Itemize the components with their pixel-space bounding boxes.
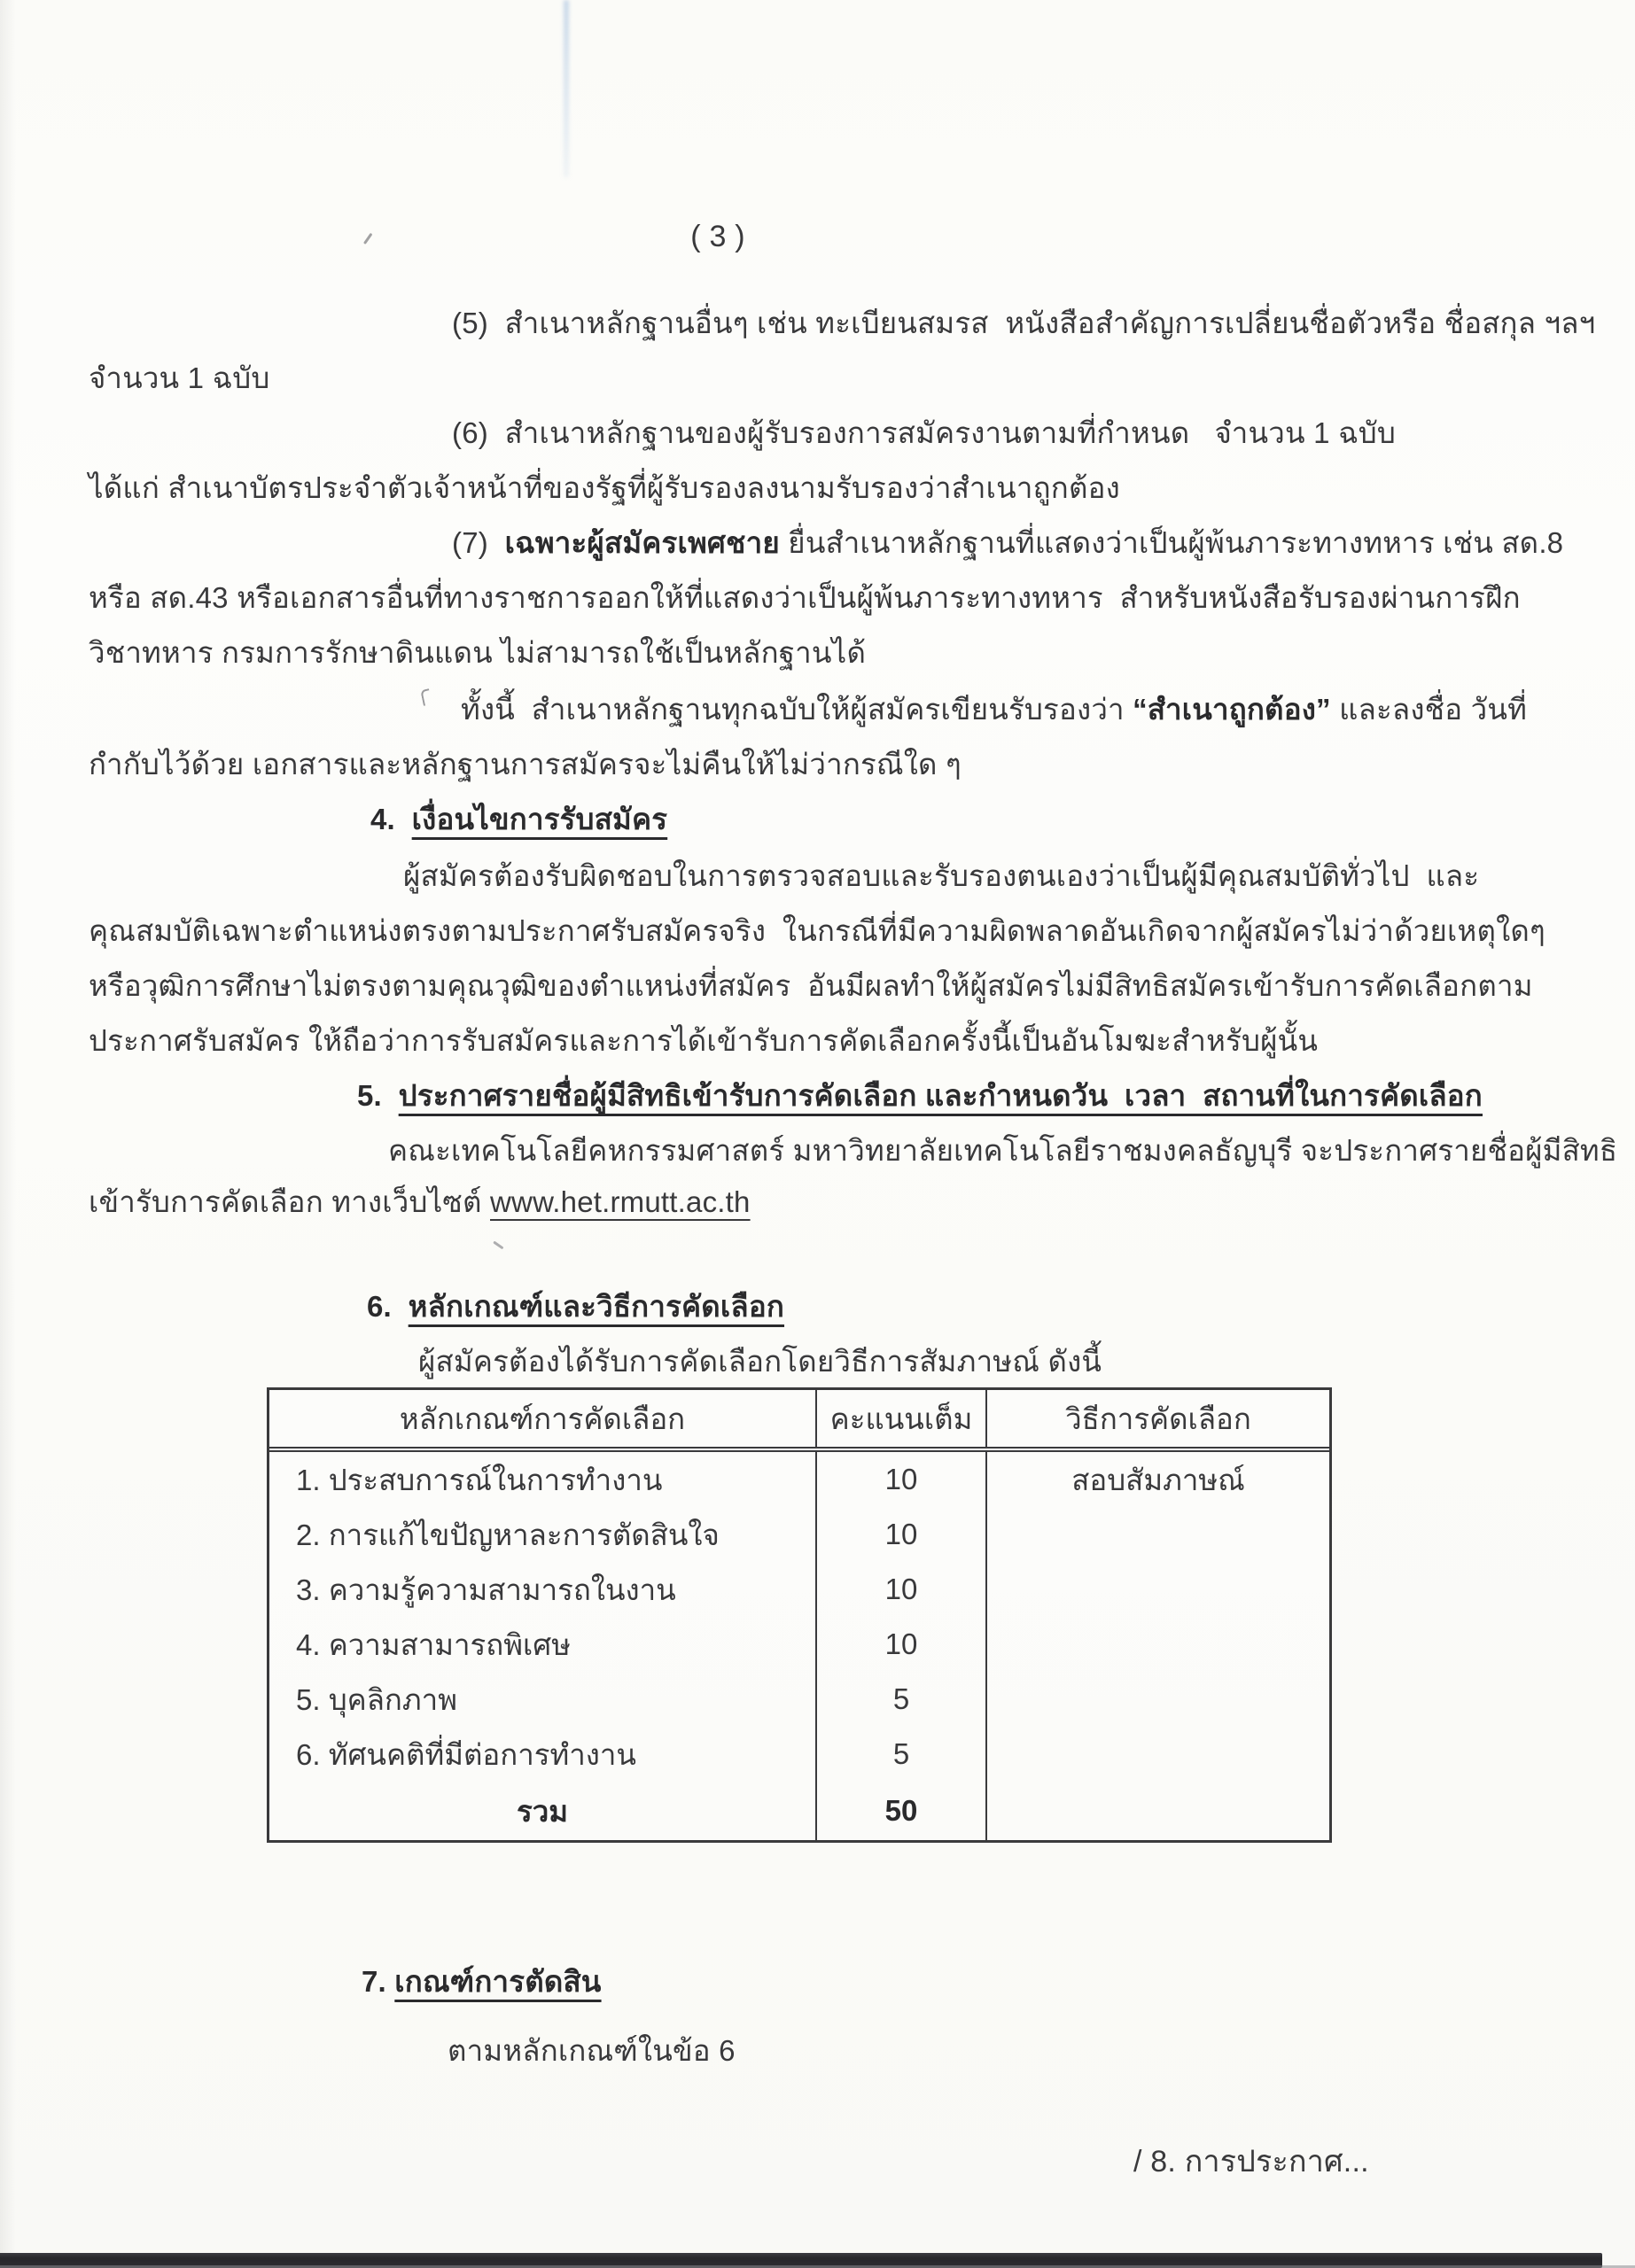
section-6-number: 6. bbox=[367, 1290, 409, 1323]
table-total-label: รวม bbox=[269, 1782, 817, 1840]
table-cell-score: 10 bbox=[817, 1452, 987, 1507]
table-cell-criteria: 5. บุคลิกภาพ bbox=[269, 1672, 817, 1727]
section-7-number: 7. bbox=[362, 1965, 395, 1998]
table-total-score: 50 bbox=[817, 1782, 987, 1840]
table-row bbox=[269, 1562, 1329, 1617]
table-cell-score: 5 bbox=[817, 1672, 987, 1727]
paragraph-item7-line2: หรือ สด.43 หรือเอกสารอื่นที่ทางราชการออกให้ที่แสดงว่าเป็นผู้พ้นภาระทางทหาร สำหรับหนังสือรับรองผ่านการฝึก bbox=[89, 581, 1521, 614]
page-number: ( 3 ) bbox=[690, 220, 745, 253]
section-4-heading bbox=[370, 796, 667, 843]
table-row bbox=[269, 1452, 1329, 1507]
table-cell-method bbox=[987, 1507, 1329, 1562]
section-4-title: เงื่อนไขการรับสมัคร bbox=[411, 803, 668, 835]
section-5-body-line2 bbox=[89, 1178, 751, 1225]
note-rest-text: และลงชื่อ วันที่ bbox=[1330, 693, 1528, 726]
table-cell-score: 10 bbox=[817, 1507, 987, 1562]
table-cell-score: 10 bbox=[817, 1562, 987, 1617]
scanner-streak-artifact bbox=[564, 0, 569, 177]
table-cell-method: สอบสัมภาษณ์ bbox=[1071, 1463, 1245, 1496]
scan-speck-artifact bbox=[420, 688, 432, 706]
scan-speck-artifact bbox=[363, 233, 372, 245]
table-total-row bbox=[269, 1782, 1329, 1840]
table-header-criteria: หลักเกณฑ์การคัดเลือก bbox=[269, 1390, 817, 1447]
section-4-body-line3: หรือวุฒิการศึกษาไม่ตรงตามคุณวุฒิของตำแหน่งที่สมัคร อันมีผลทำให้ผู้สมัครไม่มีสิทธิสมัครเข้ารับการคัดเลือกตาม bbox=[89, 969, 1533, 1002]
table-cell-criteria: 3. ความรู้ความสามารถในงาน bbox=[269, 1562, 817, 1617]
table-cell-method bbox=[987, 1617, 1329, 1672]
table-row bbox=[269, 1617, 1329, 1672]
paragraph-item5-line2: จำนวน 1 ฉบับ bbox=[89, 361, 270, 394]
table-total-method-empty bbox=[987, 1782, 1329, 1840]
paragraph-item5-line1: (5) สำเนาหลักฐานอื่นๆ เช่น ทะเบียนสมรส หนังสือสำคัญการเปลี่ยนชื่อตัวหรือ ชื่อสกุล ฯลฯ bbox=[452, 307, 1596, 339]
table-cell-method bbox=[987, 1727, 1329, 1782]
section-7-title: เกณฑ์การตัดสิน bbox=[394, 1965, 602, 1998]
paragraph-note-line1 bbox=[461, 686, 1527, 733]
footer-continuation-note: / 8. การประกาศ... bbox=[1133, 2145, 1369, 2179]
item7-rest-text: ยื่นสำเนาหลักฐานที่แสดงว่าเป็นผู้พ้นภาระทางทหาร เช่น สด.8 bbox=[779, 526, 1564, 559]
table-row bbox=[269, 1672, 1329, 1727]
paragraph-item7-line1 bbox=[452, 519, 1563, 566]
selection-criteria-table bbox=[267, 1387, 1332, 1843]
table-cell-criteria: 2. การแก้ไขปัญหาละการตัดสินใจ bbox=[269, 1507, 817, 1562]
table-header-method: วิธีการคัดเลือก bbox=[1065, 1402, 1251, 1435]
section-5-title: ประกาศรายชื่อผู้มีสิทธิเข้ารับการคัดเลือก และกำหนดวัน เวลา สถานที่ในการคัดเลือก bbox=[398, 1079, 1483, 1112]
table-row bbox=[269, 1507, 1329, 1562]
item7-number: (7) bbox=[452, 526, 505, 559]
section-4-body-line4: ประกาศรับสมัคร ให้ถือว่าการรับสมัครและการได้เข้ารับการคัดเลือกครั้งนี้เป็นอันโมฆะสำหรับผู้นั้น bbox=[89, 1024, 1319, 1057]
table-cell-method bbox=[987, 1672, 1329, 1727]
section-6-heading bbox=[367, 1283, 784, 1330]
table-cell-score: 5 bbox=[817, 1727, 987, 1782]
table-cell-score: 10 bbox=[817, 1617, 987, 1672]
scan-edge-shadow bbox=[0, 0, 16, 2268]
paragraph-item7-line3: วิชาทหาร กรมการรักษาดินแดน ไม่สามารถใช้เป็นหลักฐานได้ bbox=[89, 636, 867, 669]
note-prefix-text: ทั้งนี้ สำเนาหลักฐานทุกฉบับให้ผู้สมัครเขียนรับรองว่า bbox=[461, 693, 1133, 726]
section-5-body-line1: คณะเทคโนโลยีคหกรรมศาสตร์ มหาวิทยาลัยเทคโนโลยีราชมงคลธัญบุรี จะประกาศรายชื่อผู้มีสิทธิ bbox=[388, 1134, 1618, 1167]
section-5-body-line2-text: เข้ารับการคัดเลือก ทางเว็บไซต์ bbox=[89, 1185, 490, 1218]
section-4-body-line1: ผู้สมัครต้องรับผิดชอบในการตรวจสอบและรับรองตนเองว่าเป็นผู้มีคุณสมบัติทั่วไป และ bbox=[403, 859, 1480, 892]
section-7-body: ตามหลักเกณฑ์ในข้อ 6 bbox=[448, 2034, 736, 2067]
paragraph-note-line2: กำกับไว้ด้วย เอกสารและหลักฐานการสมัครจะไม่คืนให้ไม่ว่ากรณีใด ๆ bbox=[89, 748, 962, 781]
table-header-row bbox=[269, 1390, 1329, 1452]
section-7-heading bbox=[362, 1958, 602, 2005]
section-4-number: 4. bbox=[370, 803, 412, 835]
section-5-heading bbox=[357, 1072, 1483, 1119]
table-cell-criteria: 6. ทัศนคติที่มีต่อการทำงาน bbox=[269, 1727, 817, 1782]
note-bold-text: “สำเนาถูกต้อง” bbox=[1133, 693, 1331, 726]
scan-speck-artifact bbox=[493, 1240, 503, 1249]
table-cell-criteria: 1. ประสบการณ์ในการทำงาน bbox=[269, 1452, 817, 1507]
section-6-intro: ผู้สมัครต้องได้รับการคัดเลือกโดยวิธีการสัมภาษณ์ ดังนี้ bbox=[418, 1345, 1102, 1378]
table-cell-criteria: 4. ความสามารถพิเศษ bbox=[269, 1617, 817, 1672]
paragraph-item6-line1: (6) สำเนาหลักฐานของผู้รับรองการสมัครงานตามที่กำหนด จำนวน 1 ฉบับ bbox=[452, 416, 1397, 449]
section-5-number: 5. bbox=[357, 1079, 399, 1112]
website-link[interactable]: www.het.rmutt.ac.th bbox=[490, 1185, 751, 1218]
section-6-title: หลักเกณฑ์และวิธีการคัดเลือก bbox=[408, 1290, 785, 1323]
table-row bbox=[269, 1727, 1329, 1782]
item7-bold-text: เฉพาะผู้สมัครเพศชาย bbox=[504, 526, 780, 559]
section-4-body-line2: คุณสมบัติเฉพาะตำแหน่งตรงตามประกาศรับสมัครจริง ในกรณีที่มีความผิดพลาดอันเกิดจากผู้สมัครไม่ว่าด้วยเหตุใดๆ bbox=[89, 914, 1545, 947]
paragraph-item6-line2: ได้แก่ สำเนาบัตรประจำตัวเจ้าหน้าที่ของรัฐที่ผู้รับรองลงนามรับรองว่าสำเนาถูกต้อง bbox=[89, 471, 1120, 504]
table-cell-method bbox=[987, 1562, 1329, 1617]
table-header-score: คะแนนเต็ม bbox=[817, 1390, 987, 1447]
